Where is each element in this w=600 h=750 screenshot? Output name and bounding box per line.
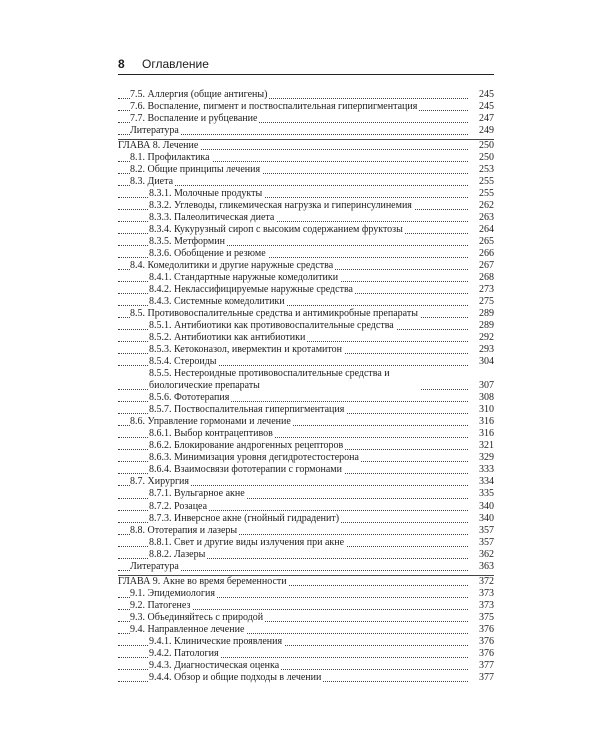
toc-entry-page: 377 bbox=[476, 672, 494, 684]
toc-entry-title: 9.4.1. Клинические проявления bbox=[149, 635, 283, 647]
toc-entry-page: 340 bbox=[476, 513, 494, 525]
toc-entry-title: 8.8.1. Свет и другие виды излучения при акне bbox=[149, 536, 345, 548]
toc-entry[interactable] bbox=[118, 588, 494, 600]
toc-entry-page: 275 bbox=[476, 296, 494, 308]
toc-entry-page: 375 bbox=[476, 612, 494, 624]
toc-entry[interactable] bbox=[118, 164, 494, 176]
toc-entry-title: 8.6. Управление гормонами и лечение bbox=[130, 416, 291, 428]
toc-entry-page: 321 bbox=[476, 440, 494, 452]
toc-entry-title: 8.5.4. Стероиды bbox=[149, 356, 217, 368]
toc-entry[interactable] bbox=[118, 537, 494, 549]
toc-entry-page: 372 bbox=[476, 576, 494, 588]
toc-entry-page: 373 bbox=[476, 600, 494, 612]
toc-entry[interactable] bbox=[118, 332, 494, 344]
toc-entry-title: 8.8.2. Лазеры bbox=[149, 548, 206, 560]
toc-entry-title: 8.7.3. Инверсное акне (гнойный гидраденит) bbox=[149, 512, 340, 524]
toc-entry-page: 265 bbox=[476, 236, 494, 248]
toc-entry-page: 268 bbox=[476, 272, 494, 284]
toc-entry-title: 8.3.3. Палеолитическая диета bbox=[149, 212, 275, 224]
toc-entry[interactable] bbox=[118, 404, 494, 416]
toc-entry-title: 8.4.2. Неклассифицируемые наружные средства bbox=[149, 284, 353, 296]
toc-entry-page: 307 bbox=[476, 380, 494, 392]
toc-entry-title: 8.6.2. Блокирование андрогенных рецепторов bbox=[149, 440, 344, 452]
toc-entry-page: 292 bbox=[476, 332, 494, 344]
toc-entry-title: ГЛАВА 8. Лечение bbox=[118, 140, 199, 152]
toc-entry-page: 373 bbox=[476, 588, 494, 600]
toc-entry-title: 8.2. Общие принципы лечения bbox=[130, 164, 261, 176]
toc-entry-title: 8.4.1. Стандартные наружные комедолитики bbox=[149, 272, 339, 284]
toc-entry-page: 329 bbox=[476, 452, 494, 464]
toc-entry-page: 262 bbox=[476, 200, 494, 212]
toc-entry-page: 377 bbox=[476, 660, 494, 672]
toc-entry-page: 249 bbox=[476, 125, 494, 137]
toc-entry-title: 7.6. Воспаление, пигмент и поствоспалительная гиперпигментация bbox=[130, 101, 418, 113]
toc-entry-page: 357 bbox=[476, 537, 494, 549]
toc-entry[interactable] bbox=[118, 260, 494, 272]
toc-chapter-entry[interactable] bbox=[118, 575, 494, 588]
toc-entry[interactable] bbox=[118, 513, 494, 525]
toc-entry[interactable] bbox=[118, 212, 494, 224]
toc-entry-title: 8.6.3. Минимизация уровня дегидротестостерона bbox=[149, 452, 359, 464]
toc-entry[interactable] bbox=[118, 392, 494, 404]
toc-entry[interactable] bbox=[118, 236, 494, 248]
toc-entry-page: 316 bbox=[476, 416, 494, 428]
toc-entry-title: 9.3. Объединяйтесь с природой bbox=[130, 611, 264, 623]
toc-entry-title: 8.7. Хирургия bbox=[130, 476, 189, 488]
toc-entry[interactable] bbox=[118, 125, 494, 137]
toc-entry-page: 255 bbox=[476, 176, 494, 188]
header-title: Оглавление bbox=[142, 57, 209, 71]
toc-entry-title: 8.7.1. Вульгарное акне bbox=[149, 488, 245, 500]
toc-entry[interactable] bbox=[118, 488, 494, 500]
page-number: 8 bbox=[118, 57, 125, 71]
toc-entry-title: 8.6.1. Выбор контрацептивов bbox=[149, 428, 273, 440]
toc-entry-page: 335 bbox=[476, 488, 494, 500]
toc-entry[interactable] bbox=[118, 284, 494, 296]
toc-entry[interactable] bbox=[118, 660, 494, 672]
toc-entry-title: 7.5. Аллергия (общие антигены) bbox=[130, 89, 268, 100]
toc-entry-title: 9.4.4. Обзор и общие подходы в лечении bbox=[149, 671, 322, 683]
toc-entry-page: 316 bbox=[476, 428, 494, 440]
toc-entry-page: 266 bbox=[476, 248, 494, 260]
toc-entry-title: 8.4. Комедолитики и другие наружные средства bbox=[130, 260, 334, 272]
toc-entry[interactable] bbox=[118, 624, 494, 636]
toc-entry-title: 8.7.2. Розацеа bbox=[149, 500, 208, 512]
toc-chapter-entry[interactable] bbox=[118, 139, 494, 152]
toc-entry-page: 250 bbox=[476, 140, 494, 152]
toc-entry-title: Литература bbox=[130, 125, 179, 137]
toc-entry-page: 273 bbox=[476, 284, 494, 296]
toc-entry-page: 289 bbox=[476, 308, 494, 320]
toc-entry-page: 363 bbox=[476, 561, 494, 573]
toc-entry-title: Литература bbox=[130, 560, 179, 572]
toc-entry[interactable] bbox=[118, 600, 494, 612]
toc-entry-page: 245 bbox=[476, 89, 494, 101]
toc-entry-page: 250 bbox=[476, 152, 494, 164]
toc-entry-title: 8.8. Ототерапия и лазеры bbox=[130, 524, 238, 536]
toc-entry[interactable] bbox=[118, 89, 494, 101]
toc-entry[interactable] bbox=[118, 416, 494, 428]
table-of-contents bbox=[118, 89, 494, 684]
toc-entry-page: 362 bbox=[476, 549, 494, 561]
toc-entry[interactable] bbox=[118, 176, 494, 188]
header-rule bbox=[118, 74, 494, 75]
toc-entry-page: 263 bbox=[476, 212, 494, 224]
toc-entry-title: 7.7. Воспаление и рубцевание bbox=[130, 113, 258, 125]
toc-entry[interactable] bbox=[118, 440, 494, 452]
toc-entry[interactable] bbox=[118, 612, 494, 624]
toc-entry-title: 8.5.6. Фототерапия bbox=[149, 392, 230, 404]
toc-entry-title: ГЛАВА 9. Акне во время беременности bbox=[118, 575, 287, 587]
toc-entry-title: 8.1. Профилактика bbox=[130, 152, 210, 164]
toc-entry-title: 8.3.6. Обобщение и резюме bbox=[149, 248, 266, 260]
toc-entry[interactable] bbox=[118, 648, 494, 660]
toc-entry[interactable] bbox=[118, 296, 494, 308]
toc-entry[interactable] bbox=[118, 356, 494, 368]
toc-entry-page: 333 bbox=[476, 464, 494, 476]
toc-entry[interactable] bbox=[118, 672, 494, 684]
toc-entry-title: 9.4. Направленное лечение bbox=[130, 623, 245, 635]
toc-entry[interactable] bbox=[118, 452, 494, 464]
toc-entry-page: 289 bbox=[476, 320, 494, 332]
toc-entry[interactable] bbox=[118, 344, 494, 356]
toc-entry-page: 376 bbox=[476, 648, 494, 660]
toc-entry[interactable] bbox=[118, 501, 494, 513]
toc-entry[interactable] bbox=[118, 368, 494, 392]
toc-entry-title: 8.3.2. Углеводы, гликемическая нагрузка и гиперинсулинемия bbox=[149, 200, 412, 212]
toc-entry-title: 8.5.7. Поствоспалительная гиперпигментация bbox=[149, 404, 345, 416]
toc-entry[interactable] bbox=[118, 549, 494, 561]
toc-entry[interactable] bbox=[118, 113, 494, 125]
toc-entry[interactable] bbox=[118, 224, 494, 236]
toc-entry[interactable] bbox=[118, 152, 494, 164]
toc-entry-title: 8.3.5. Метформин bbox=[149, 236, 225, 248]
toc-entry-page: 247 bbox=[476, 113, 494, 125]
toc-entry[interactable] bbox=[118, 320, 494, 332]
toc-entry[interactable] bbox=[118, 428, 494, 440]
toc-entry-title: 8.5. Противовоспалительные средства и антимикробные препараты bbox=[130, 308, 418, 320]
toc-entry-page: 267 bbox=[476, 260, 494, 272]
toc-entry[interactable] bbox=[118, 464, 494, 476]
toc-entry[interactable] bbox=[118, 272, 494, 284]
toc-entry[interactable] bbox=[118, 188, 494, 200]
toc-entry-page: 376 bbox=[476, 624, 494, 636]
toc-entry-title: 9.2. Патогенез bbox=[130, 599, 191, 611]
toc-entry[interactable] bbox=[118, 200, 494, 212]
toc-entry-title: 8.5.5. Нестероидные противовоспалительные средства и биологические препараты bbox=[149, 368, 421, 392]
toc-entry-title: 8.5.1. Антибиотики как противовоспалительные средства bbox=[149, 320, 394, 332]
toc-entry-title: 8.5.2. Антибиотики как антибиотики bbox=[149, 332, 306, 344]
toc-entry-title: 8.6.4. Взаимосвязи фототерапии с гормонами bbox=[149, 464, 342, 476]
toc-entry[interactable] bbox=[118, 636, 494, 648]
toc-entry-title: 9.4.3. Диагностическая оценка bbox=[149, 659, 280, 671]
toc-entry-page: 334 bbox=[476, 476, 494, 488]
toc-entry[interactable] bbox=[118, 248, 494, 260]
toc-entry-page: 376 bbox=[476, 636, 494, 648]
toc-entry-page: 255 bbox=[476, 188, 494, 200]
toc-entry[interactable] bbox=[118, 101, 494, 113]
toc-entry[interactable] bbox=[118, 308, 494, 320]
toc-entry-title: 8.4.3. Системные комедолитики bbox=[149, 296, 285, 308]
toc-entry[interactable] bbox=[118, 525, 494, 537]
toc-entry-page: 264 bbox=[476, 224, 494, 236]
toc-entry-page: 253 bbox=[476, 164, 494, 176]
toc-entry-title: 9.1. Эпидемиология bbox=[130, 587, 215, 599]
toc-entry-title: 8.3.1. Молочные продукты bbox=[149, 188, 263, 200]
toc-entry-title: 8.5.3. Кетоконазол, ивермектин и кротамитон bbox=[149, 344, 343, 356]
toc-entry-page: 340 bbox=[476, 501, 494, 513]
toc-entry-title: 8.3. Диета bbox=[130, 176, 174, 188]
toc-entry-page: 357 bbox=[476, 525, 494, 537]
toc-entry-page: 293 bbox=[476, 344, 494, 356]
toc-entry[interactable] bbox=[118, 561, 494, 573]
toc-entry-page: 304 bbox=[476, 356, 494, 368]
toc-entry-title: 9.4.2. Патология bbox=[149, 647, 219, 659]
toc-entry-title: 8.3.4. Кукурузный сироп с высоким содержанием фруктозы bbox=[149, 224, 403, 236]
toc-entry-page: 310 bbox=[476, 404, 494, 416]
toc-entry-page: 308 bbox=[476, 392, 494, 404]
toc-entry[interactable] bbox=[118, 476, 494, 488]
toc-entry-page: 245 bbox=[476, 101, 494, 113]
